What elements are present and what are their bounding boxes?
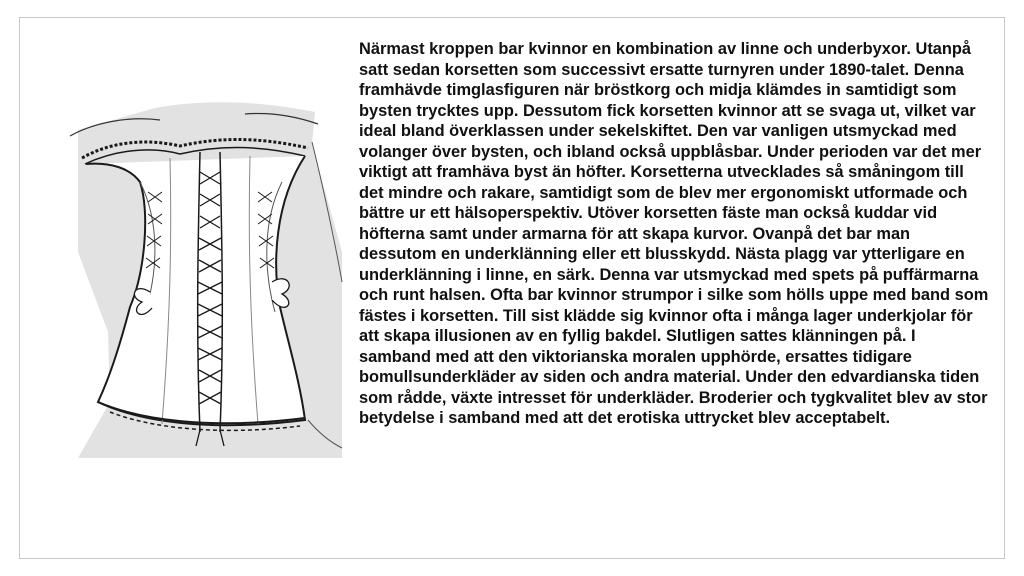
slide [19,17,1005,559]
body-paragraph: Närmast kroppen bar kvinnor en kombination av linne och underbyxor. Utanpå satt sedan korsetten som successivt ersatte turnyren under 1890-talet. Denna framhävde timglasfiguren när bröstkorg och midja klämdes in samtidigt som bysten trycktes upp. Dessutom fick korsetten kvinnor att se svaga ut, vilket var ideal bland överklassen under sekelskiftet. Den var vanligen utsmyckad med volanger över bysten, och ibland också uppblåsbar. Under perioden var det mer viktigt att framhäva byst än höfter. Korsetterna utvecklades så småningom till det mindre och rakare, samtidigt som de blev mer ergonomiskt utformade och bättre ur ett hälsoperspektiv. Utöver korsetten fäste man också kuddar vid höfterna samt under armarna för att skapa kurvor. Ovanpå det bar man dessutom en underklänning eller ett blusskydd. Nästa plagg var ytterligare en underklänning i linne, en särk. Denna var utsmyckad med spets på puffärmarna och runt halsen. Ofta bar kvinnor strumpor i silke som hölls uppe med band som fästes i korsetten. Till sist klädde sig kvinnor ofta i många lager underkjolar för att skapa illusionen av en fyllig bakdel. Slutligen sattes klänningen på. I samband med att den viktorianska moralen upphörde, ersattes tidigare bomullsunderkläder av siden och andra material. Under den edvardianska tiden som rådde, växte intresset för underkläder. Broderier och tygkvalitet blev av stor betydelse i samband med att det erotiska uttrycket blev acceptabelt. [359,40,989,427]
corset-icon [50,102,350,458]
corset-illustration [50,102,350,458]
